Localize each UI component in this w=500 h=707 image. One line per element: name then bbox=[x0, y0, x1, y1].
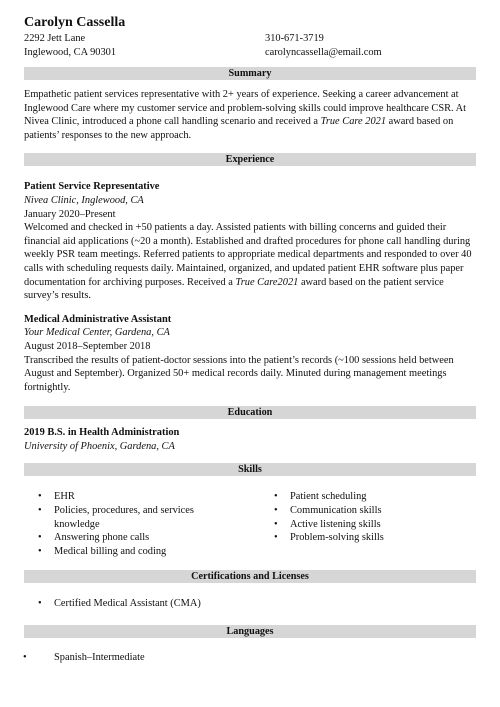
certifications-list bbox=[24, 597, 476, 611]
certifications-heading: Certifications and Licenses bbox=[24, 570, 476, 583]
skill-label: Active listening skills bbox=[290, 518, 381, 530]
bullet-icon: • bbox=[23, 652, 27, 664]
contact-block bbox=[24, 32, 476, 59]
list-item bbox=[38, 531, 264, 545]
list-item bbox=[274, 518, 476, 532]
list-item bbox=[38, 490, 264, 504]
phone-number: 310-671-3719 bbox=[265, 33, 324, 44]
experience-heading: Experience bbox=[24, 153, 476, 166]
candidate-name: Carolyn Cassella bbox=[24, 15, 126, 30]
summary-award-name: True Care 2021 bbox=[320, 116, 387, 128]
job-title: Patient Service Representative bbox=[24, 181, 160, 193]
bullet-icon: • bbox=[38, 491, 42, 503]
job-employer: Your Medical Center, Gardena, CA bbox=[24, 327, 170, 339]
bullet-icon: • bbox=[38, 598, 42, 610]
job-entry bbox=[24, 313, 476, 395]
address-line-1: 2292 Jett Lane bbox=[24, 33, 86, 44]
skills-heading: Skills bbox=[24, 463, 476, 476]
list-item bbox=[274, 531, 476, 545]
address-block bbox=[24, 32, 265, 59]
languages-list bbox=[24, 651, 476, 665]
skill-label: Answering phone calls bbox=[54, 532, 150, 544]
skill-label: Policies, procedures, and services knowledge bbox=[54, 505, 194, 530]
education-entry bbox=[24, 426, 476, 453]
skill-label: Problem-solving skills bbox=[290, 532, 384, 544]
school: University of Phoenix, Gardena, CA bbox=[24, 440, 175, 452]
language-label: Spanish–Intermediate bbox=[54, 652, 145, 664]
phone-email-block bbox=[265, 32, 476, 59]
summary-text-part-2: award based on patients’ responses to the new approach. bbox=[24, 116, 454, 141]
list-item bbox=[38, 545, 264, 559]
list-item bbox=[38, 504, 264, 531]
certifications-column bbox=[24, 597, 201, 611]
list-item bbox=[38, 597, 201, 611]
skills-list bbox=[24, 490, 476, 558]
skills-right-column bbox=[264, 490, 476, 558]
skill-label: EHR bbox=[54, 491, 75, 503]
bullet-icon: • bbox=[274, 518, 278, 530]
bullet-icon: • bbox=[38, 532, 42, 544]
bullet-icon: • bbox=[274, 491, 278, 503]
skill-label: Medical billing and coding bbox=[54, 545, 167, 557]
education-heading: Education bbox=[24, 406, 476, 419]
skill-label: Patient scheduling bbox=[290, 491, 367, 503]
job-title: Medical Administrative Assistant bbox=[24, 313, 172, 325]
summary-text bbox=[24, 88, 476, 142]
email-address: carolyncassella@email.com bbox=[265, 46, 382, 58]
job-entry bbox=[24, 180, 476, 302]
skill-label: Communication skills bbox=[290, 505, 382, 517]
languages-heading: Languages bbox=[24, 625, 476, 638]
bullet-icon: • bbox=[38, 505, 42, 517]
summary-text-part-1: Empathetic patient services representative with 2+ years of experience. Seeking a career advancement at Inglewood Care where my customer service and problem-solving skills could improve healthcare CSR. At Nivea Clinic, introduced a phone call handling scenario and received a bbox=[24, 89, 467, 128]
job-description: Transcribed the results of patient-doctor sessions into the patient’s records (~100 sessions held between August and September). Organized 50+ medical records daily. Minuted during management meetings fortnightly. bbox=[24, 354, 454, 393]
job-description-part-1: Welcomed and checked in +50 patients a day. Assisted patients with billing concerns and guided their financial aid applications (~20 a month). Established and drafted procedures for phone call handling during weekly PSR team meetings. Referred patients to appropriate medical departments and responded to over 40 calls with scheduling requests daily. Maintained, organized, and updated patient EHR software plus paper documentation for archiving purposes. Received a bbox=[24, 222, 472, 288]
summary-heading: Summary bbox=[24, 67, 476, 80]
bullet-icon: • bbox=[274, 532, 278, 544]
job-description bbox=[24, 221, 476, 303]
address-line-2: Inglewood, CA 90301 bbox=[24, 46, 117, 58]
job-employer: Nivea Clinic, Inglewood, CA bbox=[24, 194, 144, 206]
bullet-icon: • bbox=[38, 545, 42, 557]
list-item bbox=[274, 490, 476, 504]
job-description-part-2: award based on the patient service survey’s results. bbox=[24, 276, 444, 302]
degree: 2019 B.S. in Health Administration bbox=[24, 427, 180, 439]
skills-left-column bbox=[24, 490, 264, 558]
job-award-name: True Care2021 bbox=[235, 276, 299, 288]
certification-label: Certified Medical Assistant (CMA) bbox=[54, 598, 201, 610]
job-dates: January 2020–Present bbox=[24, 208, 116, 220]
list-item bbox=[274, 504, 476, 518]
bullet-icon: • bbox=[274, 505, 278, 517]
job-dates: August 2018–September 2018 bbox=[24, 340, 151, 352]
